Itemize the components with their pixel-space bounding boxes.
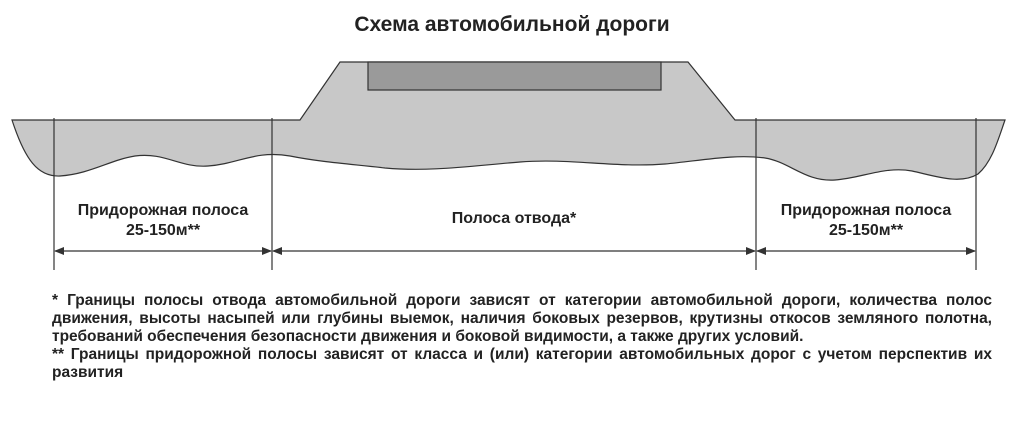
footnote-right-of-way: * Границы полосы отвода автомобильной дороги зависят от категории автомобильной дороги, количества полос движения, высоты насыпей или глубины выемок, наличия боковых резервов, крутизны откосов земляного полотна, требований обеспечения безопасности движения и боковой видимости, а также других условий. [52, 292, 992, 345]
right-of-way-title: Полоса отвода* [451, 210, 577, 227]
roadside-strip-left-width: 25-150м** [125, 222, 201, 239]
footnote-roadside-strip: ** Границы придорожной полосы зависят от класса и (или) категории автомобильных дорог с учетом перспектив их развития [52, 346, 992, 381]
right-of-way-label [272, 209, 756, 229]
roadside-strip-right-title: Придорожная полоса [780, 202, 952, 219]
footnotes [52, 292, 992, 382]
roadside-strip-right-label [756, 201, 976, 241]
roadside-strip-right-width: 25-150м** [828, 222, 904, 239]
page-title: Схема автомобильной дороги [354, 13, 670, 36]
roadside-strip-left-title: Придорожная полоса [77, 202, 249, 219]
road-pavement [368, 62, 661, 90]
roadside-strip-left-label [54, 201, 272, 241]
